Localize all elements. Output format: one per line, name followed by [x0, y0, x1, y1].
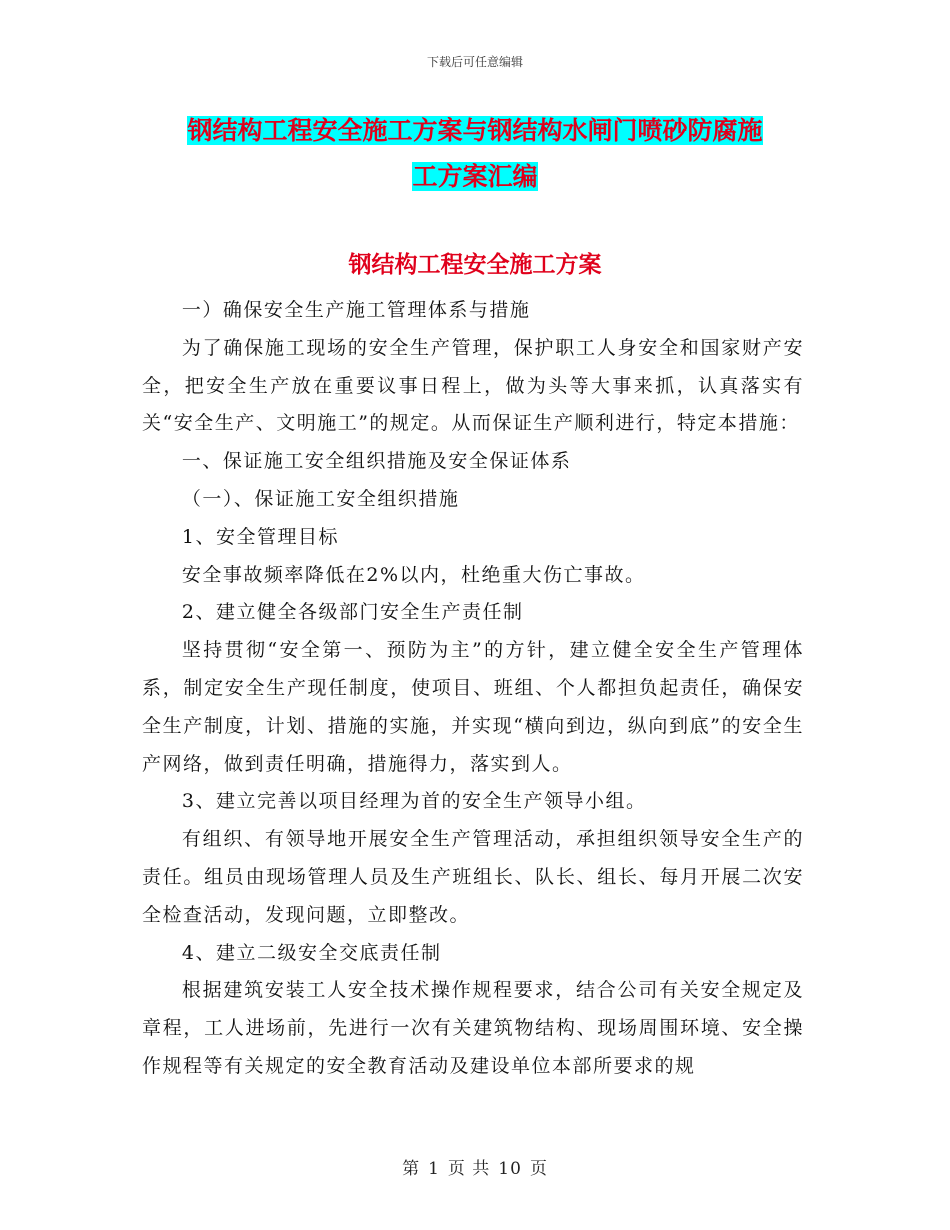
- item-2-heading: 2、建立健全各级部门安全生产责任制: [181, 601, 524, 624]
- section-title: 钢结构工程安全施工方案: [348, 252, 602, 278]
- footer-prefix: 第: [402, 1159, 421, 1179]
- heading-safety-system: 一）确保安全生产施工管理体系与措施: [181, 299, 531, 321]
- item-3-text: 有组织、有领导地开展安全生产管理活动，承担组织领导安全生产的责任。组员由现场管理人员及生产班组长、队长、组长、每月开展二次安全检查活动，发现问题，立即整改。: [142, 828, 804, 926]
- item-1-text: 安全事故频率降低在2%以内，杜绝重大伤亡事故。: [181, 563, 646, 586]
- item-1-heading: 1、安全管理目标: [181, 525, 339, 548]
- heading-organization-measures: 一、保证施工安全组织措施及安全保证体系: [181, 450, 572, 473]
- footer-total-pages: 10: [498, 1159, 522, 1179]
- footer-mid: 页 共: [447, 1159, 491, 1179]
- item-2-text: 坚持贯彻“安全第一、预防为主”的方针，建立健全安全生产管理体系，制定安全生产现任制度，使项目、班组、个人都担负起责任，确保安全生产制度，计划、措施的实施，并实现“横向到边，纵向到底”的安全生产网络，做到责任明确，措施得力，落实到人。: [142, 639, 804, 775]
- footer-suffix: 页: [529, 1159, 548, 1179]
- page-footer: [0, 1154, 950, 1179]
- header-note: 下载后可任意编辑: [426, 55, 523, 69]
- title-line-2-text: 工方案汇编: [412, 162, 538, 191]
- item-3-heading: 3、建立完善以项目经理为首的安全生产领导小组。: [181, 790, 647, 813]
- item-4-text: 根据建筑安装工人安全技术操作规程要求，结合公司有关安全规定及章程，工人进场前，先进行一次有关建筑物结构、现场周围环境、安全操作规程等有关规定的安全教育活动及建设单位本部所要求的规: [142, 979, 804, 1077]
- paragraph-intro: 为了确保施工现场的安全生产管理，保护职工人身安全和国家财产安全，把安全生产放在重要议事日程上，做为头等大事来抓，认真落实有关“安全生产、文明施工”的规定。从而保证生产顺利进行，特定本措施：: [142, 336, 804, 435]
- subheading-organization-measures: （一）、保证施工安全组织措施: [181, 487, 460, 510]
- title-line-2: [140, 154, 810, 200]
- document-title: [140, 108, 810, 200]
- footer-current-page: 1: [428, 1159, 440, 1179]
- body-content: [142, 292, 804, 1086]
- item-4-heading: 4、建立二级安全交底责任制: [181, 941, 442, 964]
- title-line-1-text: 钢结构工程安全施工方案与钢结构水闸门喷砂防腐施: [187, 116, 763, 145]
- title-line-1: [140, 108, 810, 154]
